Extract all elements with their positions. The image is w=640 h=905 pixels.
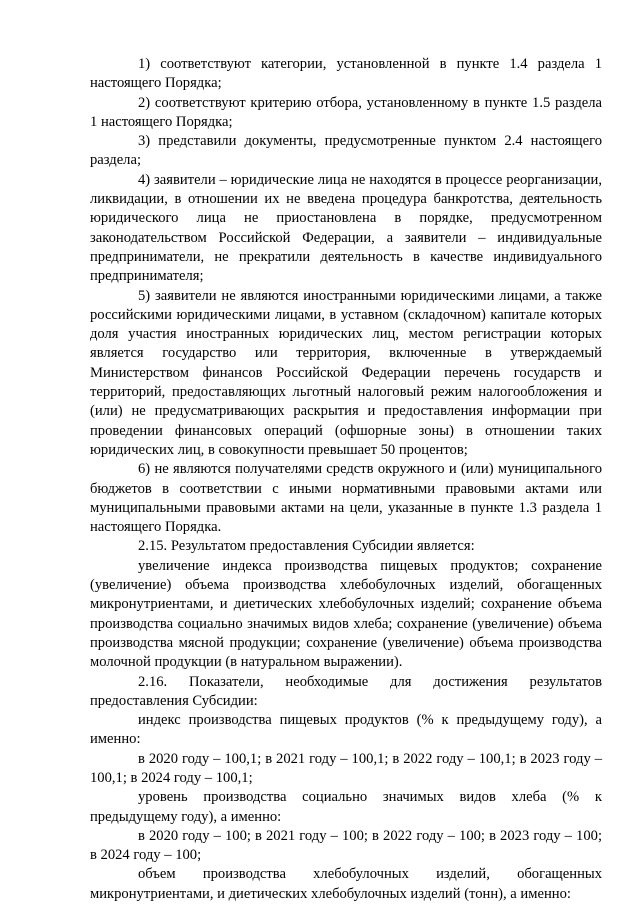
- paragraph-2-15-heading: 2.15. Результатом предоставления Субсидии является:: [138, 538, 475, 555]
- document-page: [90, 55, 602, 904]
- paragraph-food-index-values: в 2020 году – 100,1; в 2021 году – 100,1; в 2022 году – 100,1; в 2023 году – 100,1; в 2024 году – 100,1;: [90, 750, 602, 786]
- paragraph-criterion-2: 2) соответствуют критерию отбора, установленному в пункте 1.5 раздела 1 настоящего Порядка;: [90, 94, 602, 130]
- paragraph-bakery-volume: объем производства хлебобулочных изделий, обогащенных микронутриентами, и диетических хлебобулочных изделий (тонн), а именно:: [90, 866, 602, 902]
- paragraph-bread-level: уровень производства социально значимых видов хлеба (% к предыдущему году), а именно:: [90, 789, 602, 825]
- paragraph-criterion-5: 5) заявители не являются иностранными юридическими лицами, а также российскими юридическими лицами, в уставном (складочном) капитале которых доля участия иностранных юридических лиц, местом регистрации которых является государство или территория, включенные в утверждаемый Министерством финансов Российской Федерации перечень государств и территорий, предоставляющих льготный налоговый режим налогообложения и (или) не предусматривающих раскрытия и предоставления информации при проведении финансовых операций (офшорные зоны) в отношении таких юридических лиц, в совокупности превышает 50 процентов;: [90, 287, 602, 458]
- paragraph-criterion-1: 1) соответствуют категории, установленной в пункте 1.4 раздела 1 настоящего Порядка;: [90, 56, 602, 92]
- paragraph-2-16-heading: 2.16. Показатели, необходимые для достижения результатов предоставления Субсидии:: [90, 673, 602, 709]
- paragraph-subsidy-result: увеличение индекса производства пищевых продуктов; сохранение (увеличение) объема производства хлебобулочных изделий, обогащенных микронутриентами, и диетических хлебобулочных изделий; сохранение объема производства социально значимых видов хлеба; сохранение (увеличение) объема производства мясной продукции; сохранение (увеличение) объема производства молочной продукции (в натуральном выражении).: [90, 557, 602, 671]
- paragraph-food-index: индекс производства пищевых продуктов (% к предыдущему году), а именно:: [90, 712, 602, 748]
- paragraph-bread-level-values: в 2020 году – 100; в 2021 году – 100; в 2022 году – 100; в 2023 году – 100; в 2024 году – 100;: [90, 827, 602, 864]
- paragraph-criterion-3: 3) представили документы, предусмотренные пунктом 2.4 настоящего раздела;: [90, 133, 602, 169]
- paragraph-criterion-4: 4) заявители – юридические лица не находятся в процессе реорганизации, ликвидации, в отношении их не введена процедура банкротства, деятельность юридического лица не приостановлена в порядке, предусмотренном законодательством Российской Федерации, а заявители – индивидуальные предприниматели, не прекратили деятельность в качестве индивидуального предпринимателя;: [90, 171, 602, 285]
- paragraph-criterion-6: 6) не являются получателями средств окружного и (или) муниципального бюджетов в соответствии с иными нормативными правовыми актами или муниципальными правовыми актами на цели, указанные в пункте 1.3 раздела 1 настоящего Порядка.: [90, 461, 602, 536]
